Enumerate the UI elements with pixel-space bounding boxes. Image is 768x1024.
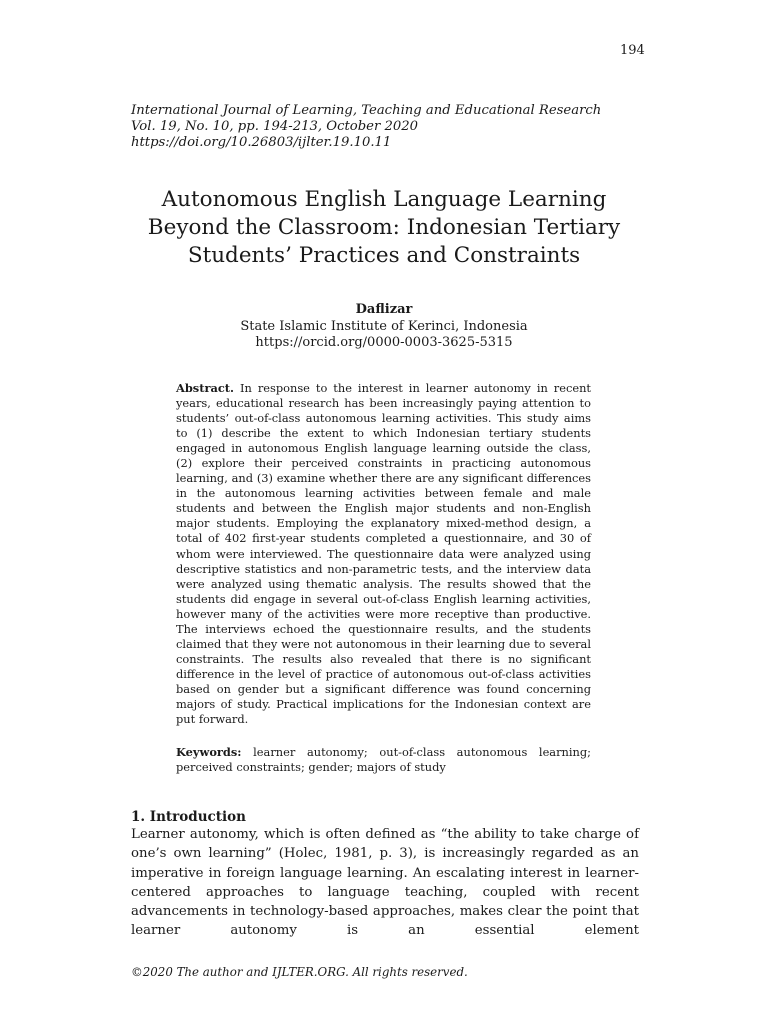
abstract-label: Abstract.: [176, 381, 235, 395]
author-affiliation: State Islamic Institute of Kerinci, Indonesia: [240, 318, 528, 334]
keywords-label: Keywords:: [176, 745, 242, 759]
keywords: [176, 745, 591, 775]
journal-volume: Vol. 19, No. 10, pp. 194-213, October 2020: [131, 119, 419, 134]
title-line: Students’ Practices and Constraints: [187, 243, 581, 268]
author-orcid[interactable]: https://orcid.org/0000-0003-3625-5315: [255, 335, 513, 350]
author-block: [0, 302, 768, 352]
title-line: Beyond the Classroom: Indonesian Tertiary: [147, 215, 621, 240]
abstract: [176, 381, 591, 727]
author-name: Daflizar: [355, 302, 413, 317]
journal-doi[interactable]: https://doi.org/10.26803/ijlter.19.10.11: [131, 135, 392, 150]
copyright-footer: ©2020 The author and IJLTER.ORG. All rights reserved.: [131, 965, 468, 979]
journal-name: International Journal of Learning, Teaching and Educational Research: [131, 103, 602, 118]
section-heading-introduction: 1. Introduction: [131, 809, 246, 825]
title-line: Autonomous English Language Learning: [161, 187, 607, 212]
keywords-text: learner autonomy; out-of-class autonomous learning; perceived constraints; gender; majors of study: [176, 745, 591, 775]
introduction-paragraph: Learner autonomy, which is often defined as “the ability to take charge of one’s own learning” (Holec, 1981, p. 3), is increasingly regarded as an imperative in foreign language learning. An escalating interest in learner-centered approaches to language teaching, coupled with recent advancements in technology-based approaches, makes clear the point that learner autonomy is an essential element: [131, 827, 639, 939]
paper-title: [0, 186, 768, 270]
page-number: 194: [620, 43, 645, 58]
journal-header: [131, 103, 601, 151]
abstract-text: In response to the interest in learner autonomy in recent years, educational research has been increasingly paying attention to students’ out-of-class autonomous learning activities. This study aims to (1) describe the extent to which Indonesian tertiary students engaged in autonomous English language learning outside the class, (2) explore their perceived constraints in practicing autonomous learning, and (3) examine whether there are any significant differences in the autonomous learning activities between female and male students and between the English major students and non-English major students. Employing the explanatory mixed-method design, a total of 402 first-year students completed a questionnaire, and 30 of whom were interviewed. The questionnaire data were analyzed using descriptive statistics and non-parametric tests, and the interview data were analyzed using thematic analysis. The results showed that the students did engage in several out-of-class English learning activities, however many of the activities were more receptive than productive. The interviews echoed the questionnaire results, and the students claimed that they were not autonomous in their learning due to several constraints. The results also revealed that there is no significant difference in the level of practice of autonomous out-of-class activities based on gender but a significant difference was found concerning majors of study. Practical implications for the Indonesian context are put forward.: [176, 381, 591, 727]
